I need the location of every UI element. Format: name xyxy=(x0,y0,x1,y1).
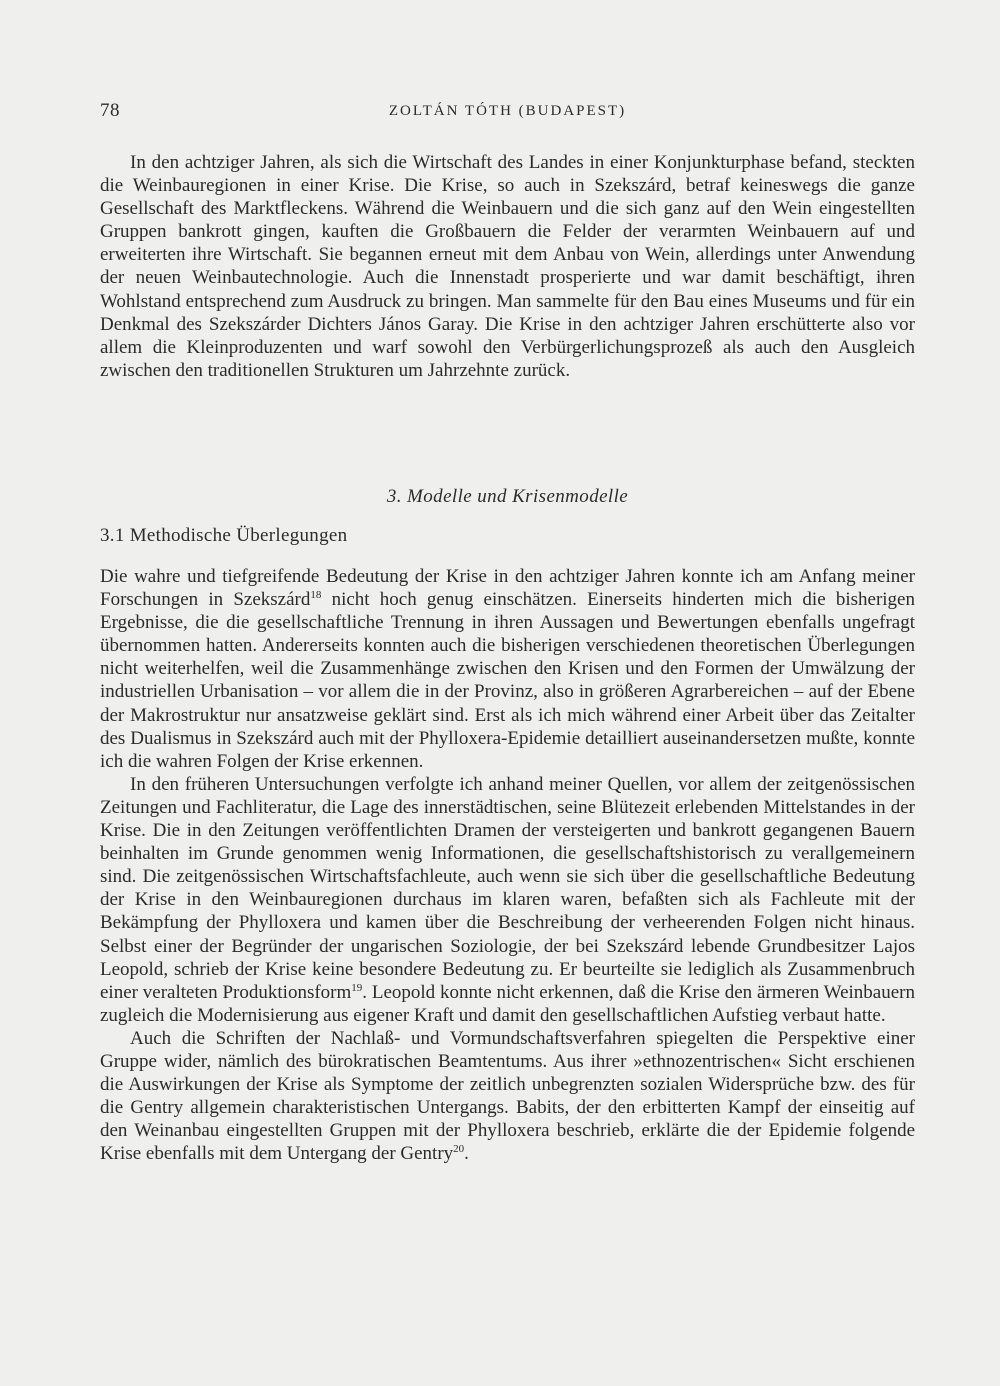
paragraph-1-text-a: Die wahre und tiefgreifende Bedeutung der Krise in den achtziger Jahren konnte ich am Anfang meiner Forschungen in Szekszárd xyxy=(100,566,915,611)
paragraph-3-text-b: . xyxy=(464,1143,469,1165)
paragraph-1 xyxy=(100,565,915,773)
paragraph-1-text-b: nicht hoch genug einschätzen. Einerseits hinderten mich die bisherigen Ergebnisse, die die gesellschaftliche Trennung in ihren Aussagen und Bewertungen ebenfalls ungefragt übernommen hatten. Andererseits konnten auch die bisherigen verschiedenen theoretischen Überlegungen nicht weiterhelfen, weil die Zusammenhänge zwischen den Krisen und den Formen der Umwälzung der industriellen Urbanisation – vor allem die in der Provinz, also in größeren Agrarbereichen – auf der Ebene der Makrostruktur nur ansatzweise geklärt sind. Erst als ich mich während einer Arbeit über das Zeitalter des Dualismus in Szekszárd auch mit der Phylloxera-Epidemie detailliert auseinandersetzen mußte, konnte ich die wahren Folgen der Krise erkennen. xyxy=(100,589,915,772)
running-head: ZOLTÁN TÓTH (BUDAPEST) xyxy=(388,103,627,119)
footnote-ref-18: 18 xyxy=(310,589,322,602)
main-text-block xyxy=(100,565,915,1165)
intro-paragraph-block xyxy=(100,151,915,382)
footnote-ref-20: 20 xyxy=(453,1143,465,1156)
paragraph-3-text-a: Auch die Schriften der Nachlaß- und Vormundschaftsverfahren spiegelten die Perspektive einer Gruppe wider, nämlich des bürokratischen Beamtentums. Aus ihrer »ethnozentrischen« Sicht erschienen die Auswirkungen der Krise als Symptome der zeitlich unbegrenzten sozialen Widersprüche bzw. des für die Gentry allgemein charakteristischen Untergangs. Babits, der den erbitterten Kampf der einseitig auf den Weinanbau eingestellten Gruppen mit der Phylloxera beschrieb, erklärte die der Epidemie folgende Krise ebenfalls mit dem Untergang der Gentry xyxy=(100,1027,915,1165)
paragraph-2 xyxy=(100,773,915,1027)
paragraph-3 xyxy=(100,1027,915,1166)
footnote-ref-19: 19 xyxy=(351,981,363,994)
intro-paragraph: In den achtziger Jahren, als sich die Wirtschaft des Landes in einer Konjunkturphase befand, steckten die Weinbauregionen in einer Krise. Die Krise, so auch in Szekszárd, betraf keineswegs die ganze Gesellschaft des Marktfleckens. Während die Weinbauern und die sich ganz auf den Wein eingestellten Gruppen bankrott gingen, kauften die Großbauern die Felder der verarmten Weinbauern auf und erweiterten ihre Wirtschaft. Sie begannen erneut mit dem Anbau von Wein, allerdings unter Anwendung der neuen Weinbautechnologie. Auch die Innenstadt prosperierte und war damit beschäftigt, ihren Wohlstand entsprechend zum Ausdruck zu bringen. Man sammelte für den Bau eines Museums und für ein Denkmal des Szekszárder Dichters János Garay. Die Krise in den achtziger Jahren erschütterte also vor allem die Kleinproduzenten und warf sowohl den Verbürgerlichungsprozeß als auch den Ausgleich zwischen den traditionellen Strukturen um Jahrzehnte zurück. xyxy=(100,152,915,381)
page-number: 78 xyxy=(100,100,120,121)
section-heading: 3. Modelle und Krisenmodelle xyxy=(386,486,629,507)
paragraph-2-text-a: In den früheren Untersuchungen verfolgte ich anhand meiner Quellen, vor allem der zeitgenössischen Zeitungen und Fachliteratur, die Lage des innerstädtischen, seine Blütezeit erlebenden Mittelstandes in der Krise. Die in den Zeitungen veröffentlichten Dramen der versteigerten und bankrott gegangenen Bauern beinhalten im Grunde genommen wenig Informationen, die gesellschaftshistorisch zu verallgemeinern sind. Die zeitgenössischen Wirtschaftsfachleute, auch wenn sie sich über die gesellschaftliche Bedeutung der Krise in den Weinbauregionen durchaus im klaren waren, befaßten sich als Fachleute mit der Bekämpfung der Phylloxera und kamen über die Beschreibung der verheerenden Folgen nicht hinaus. Selbst einer der Begründer der ungarischen Soziologie, der bei Szekszárd lebende Grundbesitzer Lajos Leopold, schrieb der Krise keine besondere Bedeutung zu. Er beurteilte sie lediglich als Zusammenbruch einer veralteten Produktionsform xyxy=(100,773,915,1003)
subsection-heading: 3.1 Methodische Überlegungen xyxy=(100,525,348,546)
page-header xyxy=(100,100,915,126)
paragraph-2-text-b: . Leopold konnte nicht erkennen, daß die Krise den ärmeren Weinbauern zugleich die Modernisierung aus eigener Kraft und damit den gesellschaftlichen Aufstieg verbaut hatte. xyxy=(100,981,915,1026)
